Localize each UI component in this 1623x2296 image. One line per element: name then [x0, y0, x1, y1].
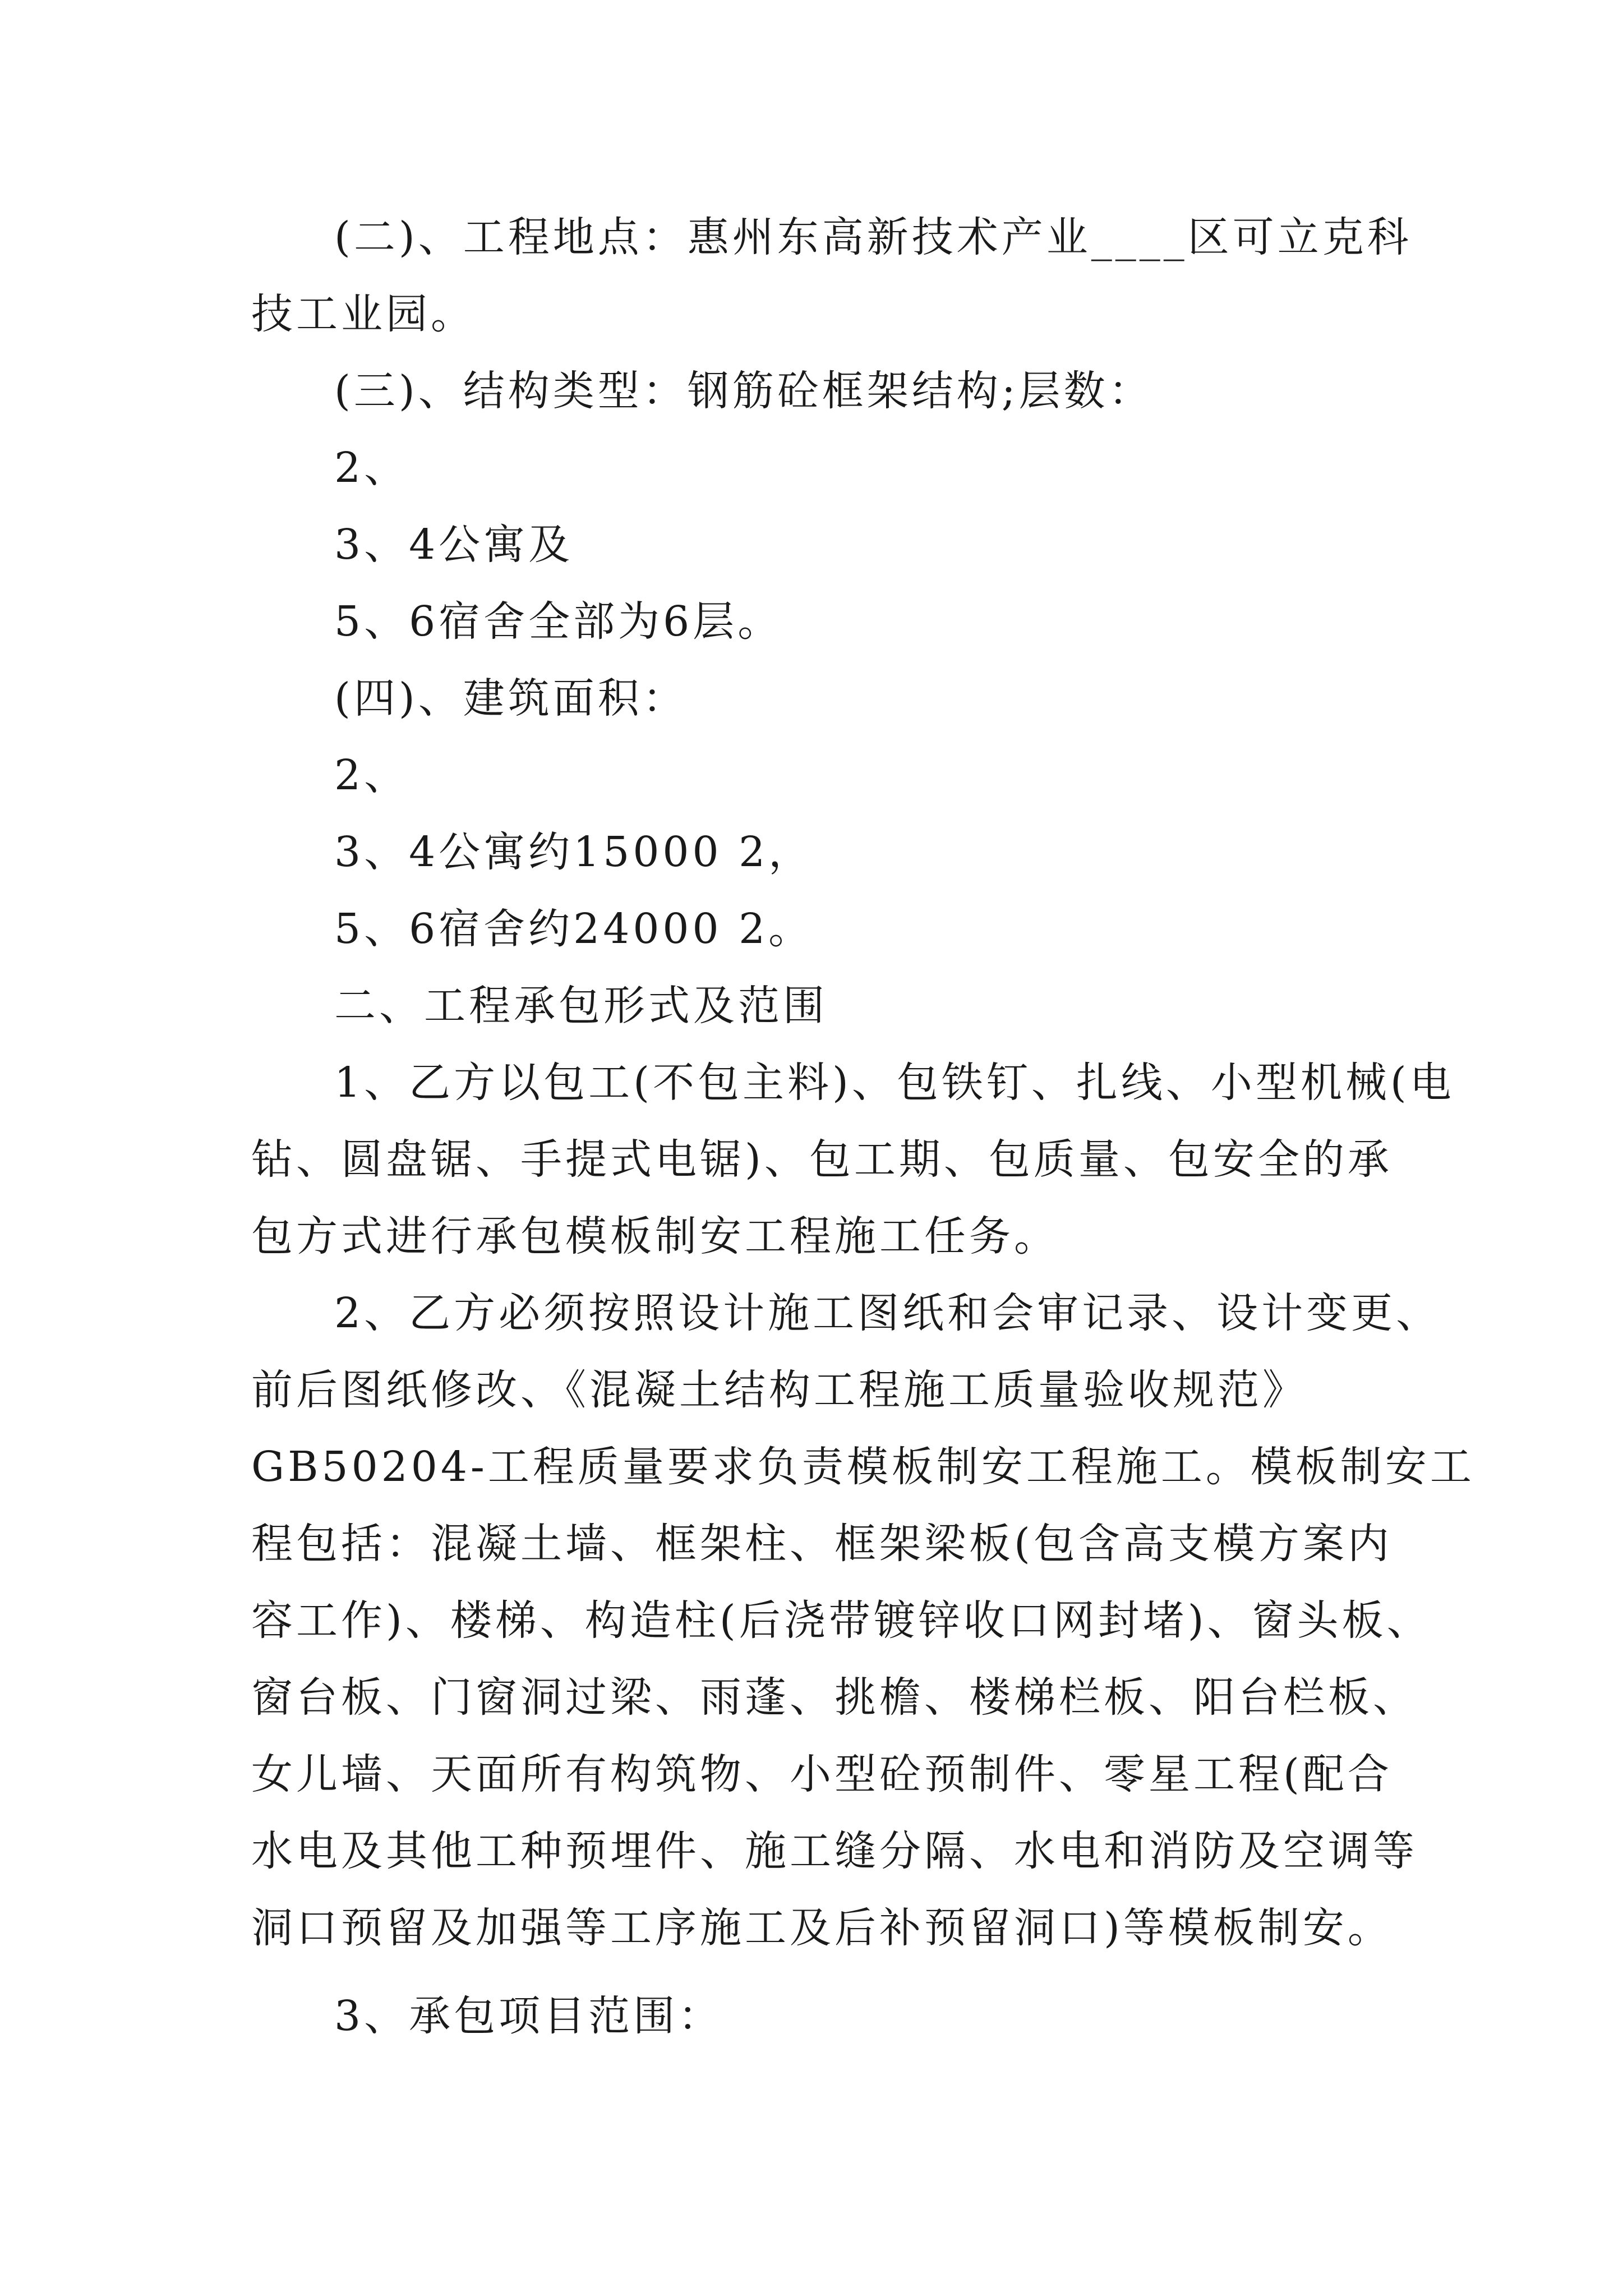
text-line: 2、 [334, 751, 409, 799]
text-line: 窗台板、门窗洞过梁、雨蓬、挑檐、楼梯栏板、阳台栏板、 [251, 1673, 1418, 1722]
text-line: 3、4公寓约15000 2， [334, 828, 814, 876]
blank-line [251, 1967, 1373, 1978]
text-line: 程包括：混凝土墙、框架柱、框架梁板(包含高支模方案内 [251, 1520, 1393, 1568]
text-line: GB50204-工程质量要求负责模板制安工程施工。模板制安工 [251, 1443, 1475, 1491]
text-line: 前后图纸修改、《混凝土结构工程施工质量验收规范》 [251, 1366, 1307, 1414]
text-line: 1、乙方以包工(不包主料)、包铁钉、扎线、小型机械(电 [334, 1059, 1455, 1107]
text-line: (二)、工程地点：惠州东高新技术产业____区可立克科 [334, 213, 1412, 261]
text-line: 5、6宿舍全部为6层。 [334, 597, 783, 646]
text-line: (四)、建筑面积： [334, 674, 688, 723]
text-line: 洞口预留及加强等工序施工及后补预留洞口)等模板制安。 [251, 1904, 1393, 1952]
text-line: 钻、圆盘锯、手提式电锯)、包工期、包质量、包安全的承 [251, 1135, 1393, 1184]
text-line: (三)、结构类型：钢筋砼框架结构;层数： [334, 367, 1154, 415]
text-line: 5、6宿舍约24000 2。 [334, 905, 814, 953]
text-line: 2、 [334, 444, 409, 492]
section-heading: 二、工程承包形式及范围 [334, 982, 828, 1030]
text-line: 女儿墙、天面所有构筑物、小型砼预制件、零星工程(配合 [251, 1750, 1393, 1798]
text-line: 包方式进行承包模板制安工程施工任务。 [251, 1212, 1059, 1260]
text-line: 水电及其他工种预埋件、施工缝分隔、水电和消防及空调等 [251, 1827, 1418, 1875]
text-line: 容工作)、楼梯、构造柱(后浇带镀锌收口网封堵)、窗头板、 [251, 1596, 1432, 1645]
text-line: 2、乙方必须按照设计施工图纸和会审记录、设计变更、 [334, 1289, 1441, 1337]
document-body [251, 199, 1475, 2055]
text-line: 3、承包项目范围： [334, 1992, 723, 2040]
text-line: 3、4公寓及 [334, 521, 574, 569]
text-line: 技工业园。 [251, 290, 476, 338]
